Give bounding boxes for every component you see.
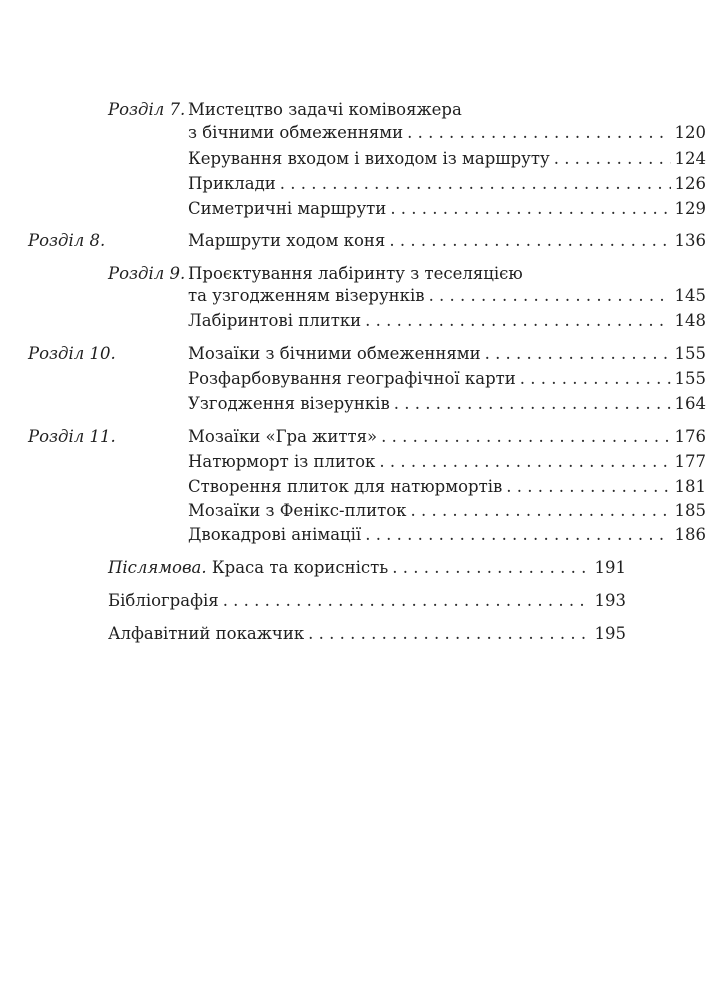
chapter-title: Мозаїки з бічними обмеженнями xyxy=(188,344,481,363)
page-number: 136 xyxy=(674,231,706,250)
toc-entry-section[interactable] xyxy=(108,499,706,521)
dot-leader xyxy=(308,624,590,644)
toc-entry-chapter-7[interactable] xyxy=(108,121,706,143)
section-title: Двокадрові анімації xyxy=(188,525,362,544)
dot-leader xyxy=(410,501,670,521)
page-number: 181 xyxy=(674,477,706,496)
page-number: 191 xyxy=(594,558,626,577)
toc-entry-section[interactable] xyxy=(108,309,706,331)
page-number: 164 xyxy=(674,394,706,413)
dot-leader xyxy=(390,199,670,219)
dot-leader xyxy=(379,452,670,472)
toc-entry-section[interactable] xyxy=(108,475,706,497)
dot-leader xyxy=(554,149,671,169)
toc-entry-afterword[interactable] xyxy=(108,556,626,578)
toc-entry-chapter-11[interactable] xyxy=(28,425,706,447)
section-title: Розфарбовування географічної карти xyxy=(188,369,516,388)
section-title: Керування входом і виходом із маршруту xyxy=(188,149,550,168)
page-number: 148 xyxy=(674,311,706,330)
chapter-title: Мозаїки «Гра життя» xyxy=(188,427,378,446)
dot-leader xyxy=(506,477,670,497)
chapter-title-line-1: Проєктування лабіринту з теселяцією xyxy=(188,264,523,283)
page-number: 193 xyxy=(594,591,626,610)
toc-chapter-7-heading xyxy=(108,98,626,120)
section-title: Лабіринтові плитки xyxy=(188,311,362,330)
section-title: Симетричні маршрути xyxy=(188,199,387,218)
section-title: Узгодження візерунків xyxy=(188,394,390,413)
toc-entry-section[interactable] xyxy=(108,450,706,472)
page-number: 155 xyxy=(674,344,706,363)
toc-entry-chapter-10[interactable] xyxy=(28,342,706,364)
bibliography-title: Бібліографія xyxy=(108,591,219,610)
chapter-label: Розділ 10. xyxy=(28,344,116,363)
dot-leader xyxy=(485,344,671,364)
dot-leader xyxy=(520,369,671,389)
page-number: 176 xyxy=(674,427,706,446)
page-number: 124 xyxy=(674,149,706,168)
page-number: 120 xyxy=(674,123,706,142)
toc-entry-section[interactable] xyxy=(108,172,706,194)
page-number: 177 xyxy=(674,452,706,471)
dot-leader xyxy=(392,558,590,578)
chapter-title-line-1: Мистецтво задачі комівояжера xyxy=(188,100,462,119)
toc-entry-chapter-8[interactable] xyxy=(28,229,706,251)
page-number: 185 xyxy=(674,501,706,520)
chapter-title: Маршрути ходом коня xyxy=(188,231,386,250)
page-number: 186 xyxy=(674,525,706,544)
section-title: Створення плиток для натюрмортів xyxy=(188,477,503,496)
dot-leader xyxy=(365,311,670,331)
chapter-title-line-2: з бічними обмеженнями xyxy=(188,123,404,142)
dot-leader xyxy=(389,231,670,251)
dot-leader xyxy=(407,123,670,143)
page-number: 129 xyxy=(674,199,706,218)
afterword-title: Краса та корисність xyxy=(211,558,389,577)
chapter-label: Розділ 7. xyxy=(108,100,186,119)
toc-entry-section[interactable] xyxy=(108,523,706,545)
toc-entry-bibliography[interactable] xyxy=(108,589,626,611)
afterword-label: Післямова. xyxy=(108,558,207,577)
dot-leader xyxy=(381,427,670,447)
section-title: Приклади xyxy=(188,174,276,193)
page-number: 195 xyxy=(594,624,626,643)
toc-entry-section[interactable] xyxy=(108,367,706,389)
dot-leader xyxy=(365,525,670,545)
section-title: Мозаїки з Фенікс-плиток xyxy=(188,501,407,520)
dot-leader xyxy=(223,591,591,611)
toc-entry-chapter-9[interactable] xyxy=(108,284,706,306)
chapter-label: Розділ 11. xyxy=(28,427,116,446)
toc-entry-section[interactable] xyxy=(108,147,706,169)
page-number: 126 xyxy=(674,174,706,193)
dot-leader xyxy=(394,394,671,414)
dot-leader xyxy=(429,286,671,306)
index-title: Алфавітний покажчик xyxy=(108,624,305,643)
toc-chapter-9-heading xyxy=(108,262,626,284)
page-number: 155 xyxy=(674,369,706,388)
toc-entry-section[interactable] xyxy=(108,197,706,219)
chapter-title-line-2: та узгодженням візерунків xyxy=(188,286,425,305)
afterword-label-group xyxy=(108,558,388,578)
toc-entry-index[interactable] xyxy=(108,622,626,644)
chapter-label: Розділ 8. xyxy=(28,231,106,250)
dot-leader xyxy=(280,174,671,194)
section-title: Натюрморт із плиток xyxy=(188,452,376,471)
page-number: 145 xyxy=(674,286,706,305)
chapter-label: Розділ 9. xyxy=(108,264,186,283)
toc-entry-section[interactable] xyxy=(108,392,706,414)
